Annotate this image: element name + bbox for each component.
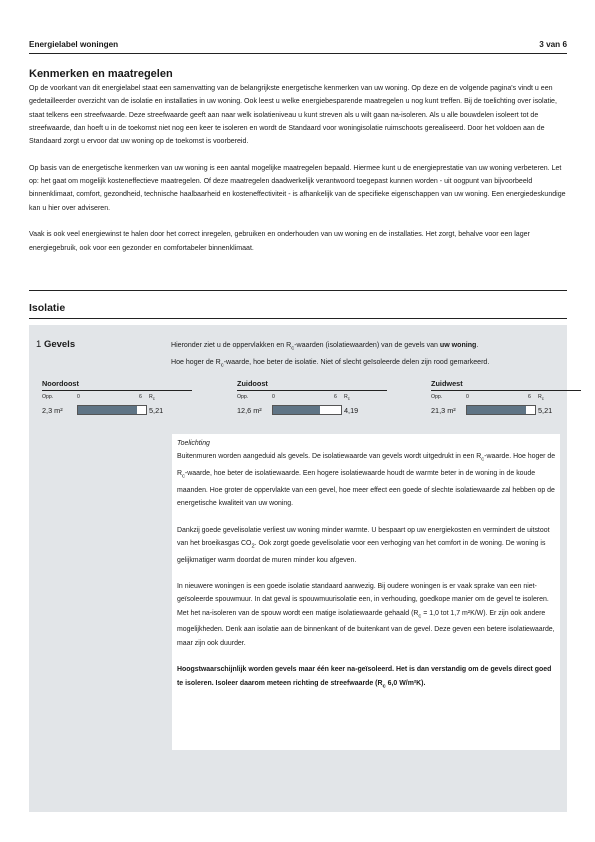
wall-scale-labels xyxy=(431,394,581,404)
wall-area: 2,3 m² xyxy=(42,406,63,415)
rc-label: $R_c$ xyxy=(538,394,544,402)
toelichting-paragraph: In nieuwere woningen is een goede isolatie standaard aanwezig. Bij oudere woningen is er vaak sprake van een niet-geïsoleerde spouwmuur. In dat geval is spouwmuurisolatie een, in verhouding, goedkope manier om de gevel te isoleren. Met het na-isoleren van de spouw wordt een matige isolatiewaarde gehaald ($R_c = 1,0$ tot 1,7 m²K/W). Er zijn ook andere mogelijkheden. Denk aan isolatie aan de binnenkant of de buitenkant van de gevel. Deze geven een betere isolatiewaarde, maar zijn ook duurder. xyxy=(177,583,555,647)
scale-max: 6 xyxy=(528,394,531,400)
desc-text: Hoe hoger de R xyxy=(171,358,221,366)
toelichting-paragraph: Dankzij goede gevelisolatie verliest uw woning minder warmte. U bespaart op uw energiekosten en vermindert de uitstoot van het broeikasgas $CO_2$. Ook zorgt goede gevelisolatie voor een verhoging van het comfort in de woning. De woning is gelijkmatiger warm doordat de muren minder kou afgeven. xyxy=(177,526,550,564)
area-label: Opp. xyxy=(431,394,443,400)
kenmerken-heading: Kenmerken en maatregelen xyxy=(29,68,173,80)
section-divider xyxy=(29,318,567,319)
kenmerken-intro xyxy=(29,82,569,268)
wall-zuidoost xyxy=(237,379,387,416)
wall-rc-value: 5,21 xyxy=(538,406,553,415)
desc-text: . xyxy=(476,342,479,349)
area-label: Opp. xyxy=(237,394,249,400)
scale-min: 0 xyxy=(77,394,80,400)
gevels-description xyxy=(171,339,561,372)
toelichting-paragraph: Buitenmuren worden aangeduid als gevels. De isolatiewaarde van gevels wordt uitgedrukt in een $R_c$-waarde. Hoe hoger de $R_c$-waarde, hoe beter de isolatiewaarde. Een hogere isolatiewaarde houdt de warmte beter in de woning in de koude maanden. Hoe groter de oppervlakte van een gevel, hoe meer effect een goede of slechte isolatiewaarde zal hebben op de energetische kwaliteit van uw woning. xyxy=(177,453,556,507)
wall-noordoost xyxy=(42,379,192,416)
toelichting-title: Toelichting xyxy=(177,440,210,447)
desc-text: Hieronder ziet u de oppervlakken en R xyxy=(171,342,292,349)
toelichting-advice: Hoogstwaarschijnlijk worden gevels maar één keer na-geïsoleerd. Het is dan verstandig om de gevels direct goed te isoleren. Isoleer daarom meteen richting de streefwaarde ($R_c$ 6,0 W/m²K). xyxy=(177,666,552,689)
section-divider xyxy=(29,290,567,291)
wall-values xyxy=(431,404,581,416)
rc-label: $R_c$ xyxy=(149,394,155,402)
intro-paragraph: Op basis van de energetische kenmerken van uw woning is een aantal mogelijke maatregelen bepaald. Hiermee kunt u de energieprestatie van uw woning verbeteren. Let op: het gaat om mogelijk kosteneffectieve maatregelen. Of deze maatregelen daadwerkelijk verantwoord toegepast kunnen worden - uit oogpunt van bijvoorbeeld binnenklimaat, comfort, gezondheid, technische haalbaarheid en kosteneffectiviteit - is afhankelijk van de specifieke eigenschappen van uw woning. Een energiedeskundige kan u hier over adviseren. xyxy=(29,164,566,212)
wall-zuidwest xyxy=(431,379,581,416)
desc-sub: c xyxy=(220,362,224,369)
gevels-number: 1 xyxy=(36,339,42,350)
wall-name: Zuidoost xyxy=(237,379,387,391)
wall-scale-labels xyxy=(42,394,192,404)
rc-bar xyxy=(272,405,342,415)
wall-name: Zuidwest xyxy=(431,379,581,391)
toelichting-box xyxy=(172,434,560,750)
wall-area: 21,3 m² xyxy=(431,406,456,415)
intro-paragraph: Vaak is ook veel energiewinst te halen door het correct inregelen, gebruiken en onderhouden van uw woning en de installaties. Het zorgt, behalve voor een lager energiegebruik, ook voor een gezonder en comfortabeler binnenklimaat. xyxy=(29,231,530,252)
wall-name: Noordoost xyxy=(42,379,192,391)
scale-min: 0 xyxy=(272,394,275,400)
document-title: Energielabel woningen xyxy=(29,40,119,49)
desc-text: -waarde, hoe beter de isolatie. Niet of slecht geïsoleerde delen zijn rood gemarkeerd. xyxy=(223,358,490,366)
rc-bar-fill xyxy=(273,406,320,414)
wall-area: 12,6 m² xyxy=(237,406,262,415)
wall-values xyxy=(237,404,387,416)
desc-bold: uw woning xyxy=(439,342,477,349)
rc-bar xyxy=(77,405,147,415)
gevels-panel xyxy=(29,325,567,812)
desc-sub: c xyxy=(291,345,295,352)
page-header xyxy=(29,39,567,54)
wall-rc-value: 4,19 xyxy=(344,406,359,415)
page-number: 3 van 6 xyxy=(539,40,567,49)
rc-bar xyxy=(466,405,536,415)
wall-values xyxy=(42,404,192,416)
gevels-label: Gevels xyxy=(43,339,76,350)
intro-paragraph: Op de voorkant van dit energielabel staat een samenvatting van de belangrijkste energetische kenmerken van uw woning. Op deze en de volgende pagina's vindt u een gedetailleerder overzicht van de isolatie en installaties in uw woning. Ook leest u welke energiebesparende maatregelen u nog kunt treffen. Bij de toelichting over isolatie, staat telkens een streefwaarde. Deze streefwaarde geeft aan naar welk isolatieniveau u kunt streven als u wilt gaan na-isoleren. Als u alle bouwdelen isoleert tot de streefwaarde, dan hoeft u in de toekomst niet nog een keer te isoleren en wordt de Standaard voor woningisolatie ruimschoots gerealiseerd. Door het voldoen aan de Standaard zorgt u ervoor dat uw woning op de toekomst is voorbereid. xyxy=(29,85,557,146)
area-label: Opp. xyxy=(42,394,54,400)
rc-bar-fill xyxy=(78,406,137,414)
rc-label: $R_c$ xyxy=(344,394,350,402)
rc-bar-fill xyxy=(467,406,526,414)
isolatie-heading: Isolatie xyxy=(29,302,66,314)
scale-max: 6 xyxy=(139,394,142,400)
gevels-title xyxy=(36,339,75,350)
wall-scale-labels xyxy=(237,394,387,404)
scale-max: 6 xyxy=(334,394,337,400)
desc-text: -waarden (isolatiewaarden) van de gevels van xyxy=(294,342,440,349)
wall-rc-value: 5,21 xyxy=(149,406,164,415)
scale-min: 0 xyxy=(466,394,469,400)
